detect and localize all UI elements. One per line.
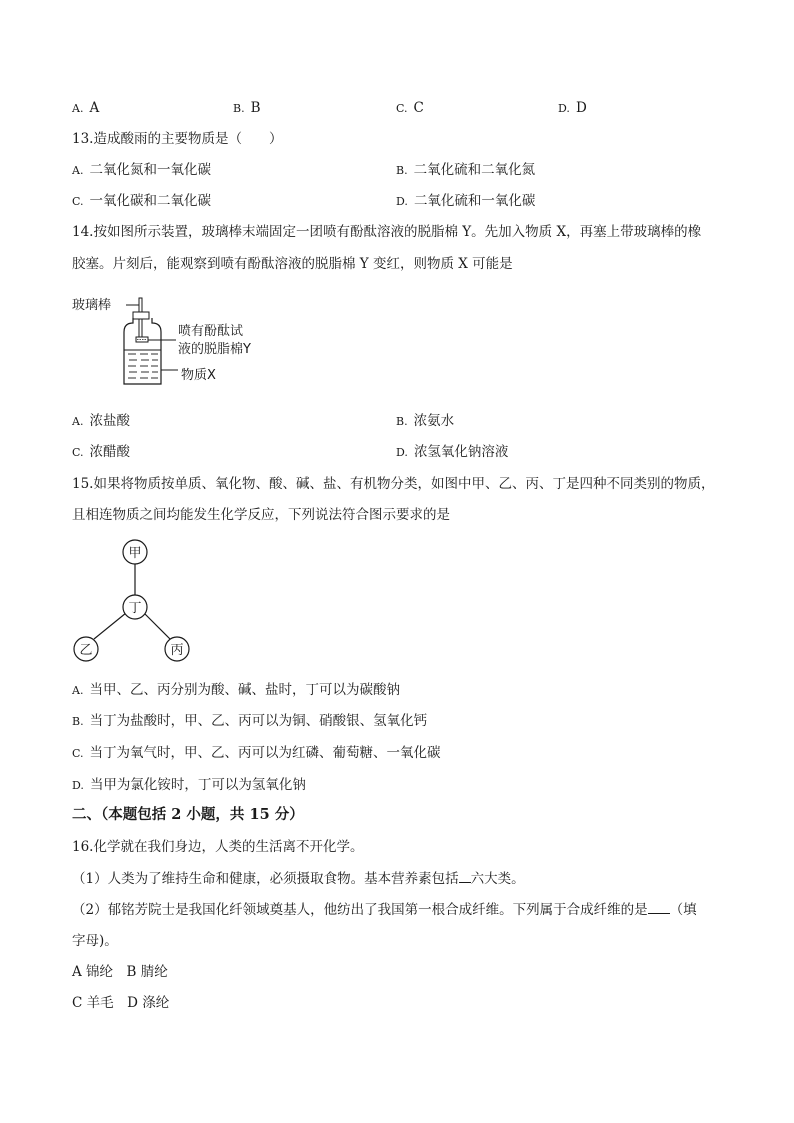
q16-choices-row2: C 羊毛 D 涤纶 [72, 995, 170, 1011]
q16-sub2-line2: 字母)。 [72, 933, 118, 949]
q15-stem-line2: 且相连物质之间均能发生化学反应，下列说法符合图示要求的是 [72, 507, 450, 523]
q15-option-b: B. 当丁为盐酸时，甲、乙、丙可以为铜、硝酸银、氢氧化钙 [72, 713, 428, 729]
q13-option-c: C. 一氧化碳和二氧化碳 [72, 193, 212, 209]
q13-option-b: B. 二氧化硫和二氧化氮 [396, 162, 536, 178]
q14-stem-line2: 胶塞。片刻后，能观察到喷有酚酞溶液的脱脂棉 Y 变红，则物质 X 可能是 [72, 256, 513, 272]
edge-center-left [94, 613, 126, 639]
node-top-label: 甲 [128, 546, 142, 561]
q12-option-c: C. C [396, 100, 424, 116]
q14-stem-line1: 14.按如图所示装置，玻璃棒末端固定一团喷有酚酞溶液的脱脂棉 Y。先加入物质 X，再塞上带玻璃棒的橡 [72, 224, 702, 240]
q14-apparatus-figure [66, 290, 306, 400]
label-substance-x: 物质X [181, 368, 216, 383]
q13-option-d: D. 二氧化硫和一氧化碳 [396, 193, 536, 209]
q16-sub2-line1: （2）郁铭芳院士是我国化纤领域奠基人，他纺出了我国第一根合成纤维。下列属于合成纤维的是 （填 [72, 902, 697, 918]
q15-option-a: A. 当甲、乙、丙分别为酸、碱、盐时，丁可以为碳酸钠 [72, 682, 400, 698]
edge-center-right [144, 613, 170, 639]
rubber-stopper [133, 312, 149, 319]
liquid-x [128, 354, 158, 378]
q15-stem-line1: 15.如果将物质按单质、氧化物、酸、碱、盐、有机物分类，如图中甲、乙、丙、丁是四种不同类别的物质， [72, 476, 715, 492]
q15-relation-diagram [66, 535, 206, 665]
q16-sub1-answer-blank[interactable] [459, 870, 471, 883]
q14-option-b: B. 浓氨水 [396, 413, 455, 429]
q13-option-a: A. 二氧化氮和一氧化碳 [72, 162, 211, 178]
label-cotton-line2: 液的脱脂棉Y [178, 342, 251, 357]
q12-option-d: D. D [558, 100, 587, 116]
node-center-label: 丁 [128, 601, 142, 616]
q16-sub2-answer-blank[interactable] [648, 901, 670, 914]
node-left-label: 乙 [79, 643, 93, 658]
q13-stem: 13.造成酸雨的主要物质是（ ） [72, 131, 283, 147]
label-glass-rod: 玻璃棒 [72, 298, 112, 313]
q15-option-d: D. 当甲为氯化铵时，丁可以为氢氧化钠 [72, 777, 306, 793]
q16-stem: 16.化学就在我们身边，人类的生活离不开化学。 [72, 839, 364, 855]
label-cotton-line1: 喷有酚酞试 [178, 324, 244, 339]
node-right-label: 丙 [170, 643, 184, 658]
section-heading: 二、（本题包括 2 小题，共 15 分） [72, 806, 304, 823]
q16-sub1: （1）人类为了维持生命和健康，必须摄取食物。基本营养素包括 六大类。 [72, 871, 525, 887]
q15-option-c: C. 当丁为氧气时，甲、乙、丙可以为红磷、葡萄糖、一氧化碳 [72, 745, 441, 761]
q14-option-d: D. 浓氢氧化钠溶液 [396, 444, 509, 460]
q16-choices-row1: A 锦纶 B 腈纶 [72, 964, 168, 980]
q12-option-a: A. A [72, 100, 100, 116]
q14-option-c: C. 浓醋酸 [72, 444, 131, 460]
q14-option-a: A. 浓盐酸 [72, 413, 130, 429]
q12-option-b: B. B [233, 100, 261, 116]
